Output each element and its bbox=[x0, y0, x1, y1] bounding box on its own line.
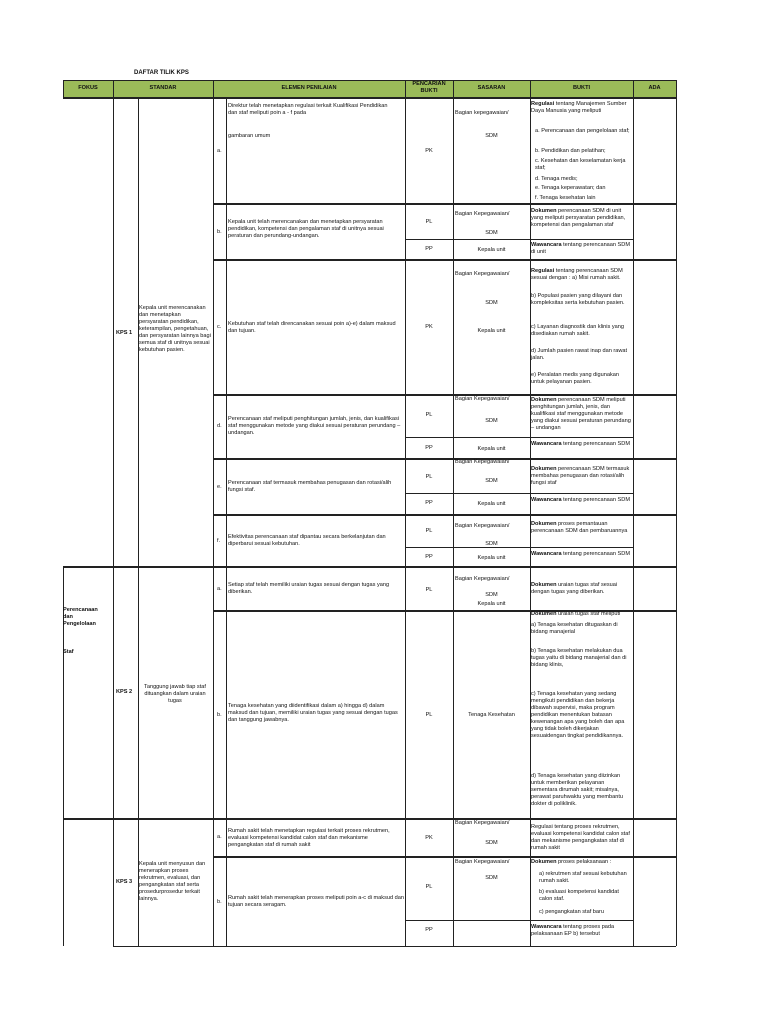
row2-sasaran-sdm: SDM bbox=[485, 230, 498, 236]
row7-pencarian: PL bbox=[425, 587, 433, 593]
row8-bukti-item: b) Tenaga kesehatan melakukan dua tugas yaitu di bidang manajerial dan di bidang klinis, bbox=[531, 648, 627, 668]
grid-line-h bbox=[213, 514, 676, 516]
row6-sasaran: Bagian Kepegawaian/ bbox=[455, 523, 510, 529]
row1-pencarian: PK bbox=[425, 148, 433, 154]
row6-sasaran-sdm: SDM bbox=[485, 541, 498, 547]
row8-bukti-item: c) Tenaga kesehatan yang sedang mengikuti pendidikan dan bekerja dibawah supervisi, maka program pendidikan menentukan batasan kewenangan apa yang boleh dan apa yang tidak boleh dikerjakan sesuaidengan tingkat pendidikannya. bbox=[531, 691, 625, 739]
row3-pencarian: PK bbox=[425, 324, 433, 330]
row10-sasaran: Bagian Kepegawaian/ bbox=[455, 859, 510, 865]
row4-letter: d. bbox=[217, 423, 222, 429]
row5-bukti: Dokumen perencanaan SDM termasuk membahas penugasan dan rotasi/alih fungsi staf bbox=[531, 466, 630, 486]
row3-bukti-item: b) Populasi pasien yang dilayani dan kompleksitas serta kebutuhan pasien. bbox=[531, 293, 625, 306]
grid-line-h bbox=[405, 920, 633, 921]
grid-line-h bbox=[405, 493, 633, 494]
grid-line-v bbox=[530, 80, 531, 97]
row10-letter: b. bbox=[217, 899, 222, 905]
row8-bukti-item: a) Tenaga kesehatan ditugaskan di bidang manajerial bbox=[531, 622, 618, 635]
row6-bukti: Dokumen proses pemantauan perencanaan SDM dan pembaruannya bbox=[531, 521, 628, 534]
row2-pencarian-pp: PP bbox=[425, 246, 433, 252]
row10-elemen: Rumah sakit telah menerapkan proses meliputi poin a-c di maksud dan tujuan secara seragam. bbox=[228, 895, 404, 908]
grid-line-h bbox=[113, 97, 676, 98]
row4-elemen: Perencanaan staf meliputi penghitungan jumlah, jenis, dan kualifikasi staf menggunakan metode yang diakui sesuai peraturan perundang – undangan. bbox=[228, 416, 401, 436]
grid-line-h bbox=[213, 259, 676, 261]
row1-sasaran: Bagian kepegawaian/ bbox=[455, 110, 509, 116]
row4-sasaran-kepala: Kepala unit bbox=[477, 446, 506, 452]
row6-pencarian-pp: PP bbox=[425, 554, 433, 560]
row7-sasaran-kepala: Kepala unit bbox=[477, 601, 506, 607]
row6-bukti-wawancara: Wawancara tentang perencanaan SDM bbox=[531, 551, 630, 557]
row10-bukti-item: b) evaluasi kompetensi kandidat calon staf. bbox=[539, 889, 619, 902]
header-ada: ADA bbox=[648, 85, 661, 91]
row9-sasaran-sdm: SDM bbox=[485, 840, 498, 846]
header-fokus: FOKUS bbox=[78, 85, 98, 91]
row9-letter: a. bbox=[217, 834, 222, 840]
header-bukti: BUKTI bbox=[572, 85, 591, 91]
page-title: DAFTAR TILIK KPS bbox=[134, 70, 189, 76]
row4-pencarian-pl: PL bbox=[425, 412, 433, 418]
row5-elemen: Perencanaan staf termasuk membahas penugasan dan rotasi/alih fungsi staf. bbox=[228, 480, 392, 493]
row2-pencarian-pl: PL bbox=[425, 219, 433, 225]
grid-line-h bbox=[405, 437, 633, 438]
row5-sasaran-kepala: Kepala unit bbox=[477, 501, 506, 507]
grid-line-v bbox=[453, 80, 454, 97]
grid-line-v bbox=[113, 80, 114, 97]
row1-bukti: Regulasi tentang Manajemen Sumber Daya Manusia yang meliputi bbox=[531, 101, 627, 114]
header-sasaran: SASARAN bbox=[477, 85, 506, 91]
grid-line-v bbox=[405, 80, 406, 97]
row3-bukti: Regulasi tentang perencanaan SDM sesuai dengan : a) Misi rumah sakit. bbox=[531, 268, 623, 281]
row8-sasaran: Tenaga Kesehatan bbox=[468, 712, 515, 718]
grid-line-h bbox=[63, 566, 676, 568]
row1-bukti-item: d. Tenaga medis; bbox=[535, 176, 578, 182]
row3-sasaran-sdm: SDM bbox=[485, 300, 498, 306]
row3-bukti-item: e) Peralatan medis yang digunakan untuk pelayanan pasien. bbox=[531, 372, 620, 385]
row8-elemen: Tenaga kesehatan yang diidentifikasi dalam a) hingga d) dalam maksud dan tujuan, memiliki uraian tugas yang sesuai dengan tugas dan tanggung jawabnya. bbox=[228, 703, 398, 723]
row1-bukti-item: e. Tenaga keperawatan; dan bbox=[535, 185, 606, 191]
row9-pencarian: PK bbox=[425, 835, 433, 841]
header-elemen: ELEMEN PENILAIAN bbox=[281, 85, 337, 91]
row10-pencarian-pp: PP bbox=[425, 927, 433, 933]
row8-letter: b. bbox=[217, 712, 222, 718]
grid-line-h bbox=[63, 818, 676, 820]
row8-bukti: Dokumen uraian tugas staf meliputi bbox=[531, 611, 621, 617]
row3-bukti-item: c) Layanan diagnostik dan klinis yang disediakan rumah sakit. bbox=[531, 324, 624, 337]
row7-letter: a. bbox=[217, 586, 222, 592]
row8-pencarian: PL bbox=[425, 712, 433, 718]
row3-sasaran: Bagian Kepegawaian/ bbox=[455, 271, 510, 277]
row3-sasaran-kepala: Kepala unit bbox=[477, 328, 506, 334]
row4-bukti-wawancara: Wawancara tentang perencanaan SDM bbox=[531, 441, 630, 447]
row9-elemen: Rumah sakit telah menetapkan regulasi terkait proses rekrutmen, evaluasi kompetensi kandidat calon staf dan mekanisme pengangkatan staf di rumah sakit bbox=[228, 828, 390, 848]
row7-sasaran-sdm: SDM bbox=[485, 592, 498, 598]
grid-line-h bbox=[213, 394, 676, 396]
row5-pencarian-pl: PL bbox=[425, 474, 433, 480]
row4-sasaran: Bagian Kepegawaian/ bbox=[455, 396, 510, 402]
row1-bukti-item: a. Perencanaan dan pengelolaan staf; bbox=[535, 128, 630, 134]
row7-elemen: Setiap staf telah memiliki uraian tugas sesuai dengan tugas yang diberikan. bbox=[228, 582, 390, 595]
row9-bukti: Regulasi tentang proses rekrutmen, evaluasi kompetensi kandidat calon staf dan mekanisme pengangkatan staf di rumah sakit bbox=[531, 824, 630, 851]
row10-bukti-wawancara: Wawancara tentang proses pada pelaksanaan EP b) tersebut bbox=[531, 924, 615, 937]
row6-letter: f. bbox=[217, 538, 221, 544]
row3-elemen: Kebutuhan staf telah direncanakan sesuai poin a)-e) dalam maksud dan tujuan. bbox=[228, 321, 396, 334]
kps3-code: KPS 3 bbox=[116, 879, 133, 885]
header-standar: STANDAR bbox=[149, 85, 177, 91]
row10-pencarian-pl: PL bbox=[425, 884, 433, 890]
grid-line-h bbox=[113, 946, 676, 947]
row4-pencarian-pp: PP bbox=[425, 445, 433, 451]
row9-sasaran: Bagian Kepegawaian/ bbox=[455, 820, 510, 826]
grid-line-h bbox=[213, 458, 676, 460]
row6-elemen: Efektivitas perencanaan staf dipantau secara berkelanjutan dan diperbarui sesuai kebutuhan. bbox=[228, 534, 386, 547]
row1-bukti-item: f. Tenaga kesehatan lain bbox=[535, 195, 596, 201]
row10-bukti: Dokumen proses pelaksanaan : bbox=[531, 859, 612, 865]
row2-bukti: Dokumen perencanaan SDM di unit yang meliputi persyaratan pendidikan, kompetensi dan pengalaman staf bbox=[531, 208, 626, 228]
kps1-standar: Kepala unit merencanakan dan menetapkan persyaratan pendidikan, keterampilan, pengetahuan, dan persyaratan lainnya bagi semua staf di unitnya sesuai kebutuhan pasien. bbox=[139, 305, 211, 353]
row1-elemen-cont: gambaran umum bbox=[228, 133, 271, 139]
grid-line-h bbox=[213, 856, 676, 858]
row2-elemen: Kepala unit telah merencanakan dan menetapkan persyaratan pendidikan, kompetensi dan pengalaman staf di unitnya sesuai peraturan dan perundang-undangan. bbox=[228, 219, 384, 239]
row2-bukti-wawancara: Wawancara tentang perencanaan SDM di unit bbox=[531, 242, 630, 255]
grid-line-v bbox=[633, 80, 634, 97]
kps2-standar: Tanggung jawab tiap staf dituangkan dalam uraian tugas bbox=[144, 684, 206, 704]
row5-pencarian-pp: PP bbox=[425, 500, 433, 506]
row7-sasaran: Bagian Kepegawaian/ bbox=[455, 576, 510, 582]
header-pencarian: PENCARIAN BUKTI bbox=[412, 81, 446, 94]
row3-letter: c. bbox=[217, 324, 222, 330]
kps2-code: KPS 2 bbox=[116, 689, 133, 695]
row1-elemen: Direktur telah menetapkan regulasi terkait Kualifikasi Pendidikan dan staf meliputi poin a - f pada bbox=[228, 103, 388, 116]
row1-letter: a. bbox=[217, 148, 222, 154]
row4-sasaran-sdm: SDM bbox=[485, 418, 498, 424]
row5-sasaran: Bagian Kepegawaian/ bbox=[455, 459, 510, 465]
row6-pencarian-pl: PL bbox=[425, 528, 433, 534]
row5-sasaran-sdm: SDM bbox=[485, 478, 498, 484]
row10-bukti-item: c) pengangkatan staf baru bbox=[539, 909, 604, 915]
row4-bukti: Dokumen perencanaan SDM meliputi penghitungan jumlah, jenis, dan kualifikasi staf menggunakan metode yang diakui sesuai peraturan perundang – undangan bbox=[531, 397, 631, 431]
row3-bukti-item: d) Jumlah pasien rawat inap dan rawat jalan. bbox=[531, 348, 628, 361]
fokus-label: Perencanaan dan Pengelolaan Staf bbox=[63, 607, 98, 655]
grid-line-h bbox=[63, 80, 676, 81]
row2-sasaran: Bagian Kepegawaian/ bbox=[455, 211, 510, 217]
row6-sasaran-kepala: Kepala unit bbox=[477, 555, 506, 561]
row5-bukti-wawancara: Wawancara tentang perencanaan SDM bbox=[531, 497, 630, 503]
row8-bukti-item: d) Tenaga kesehatan yang diizinkan untuk memberikan pelayanan sementara dirumah sakit; misalnya, perawat paruhwaktu yang membantu dokter di poliklinik. bbox=[531, 773, 624, 807]
grid-line-h bbox=[213, 203, 676, 205]
row5-letter: e. bbox=[217, 484, 222, 490]
kps1-code: KPS 1 bbox=[116, 330, 133, 336]
kps3-standar: Kepala unit menyusun dan menerapkan proses rekrutmen, evaluasi, dan pengangkatan staf serta prosedurprosedur terkait lainnya. bbox=[139, 861, 206, 902]
row1-sasaran-sdm: SDM bbox=[485, 133, 498, 139]
row1-bukti-item: b. Pendidikan dan pelatihan; bbox=[535, 148, 606, 154]
row10-bukti-item: a) rekrutmen staf sesuai kebutuhan rumah sakit. bbox=[539, 871, 627, 884]
grid-line-v bbox=[676, 80, 677, 97]
grid-line-v bbox=[63, 80, 64, 97]
row1-bukti-item: c. Kesehatan dan keselamatan kerja staf; bbox=[535, 158, 626, 171]
row2-letter: b. bbox=[217, 229, 222, 235]
row7-bukti: Dokumen uraian tugas staf sesuai dengan tugas yang diberikan. bbox=[531, 582, 618, 595]
grid-line-v bbox=[676, 97, 677, 946]
grid-line-v bbox=[213, 80, 214, 97]
grid-line-h bbox=[405, 239, 633, 240]
row2-sasaran-kepala: Kepala unit bbox=[477, 247, 506, 253]
row10-sasaran-sdm: SDM bbox=[485, 875, 498, 881]
